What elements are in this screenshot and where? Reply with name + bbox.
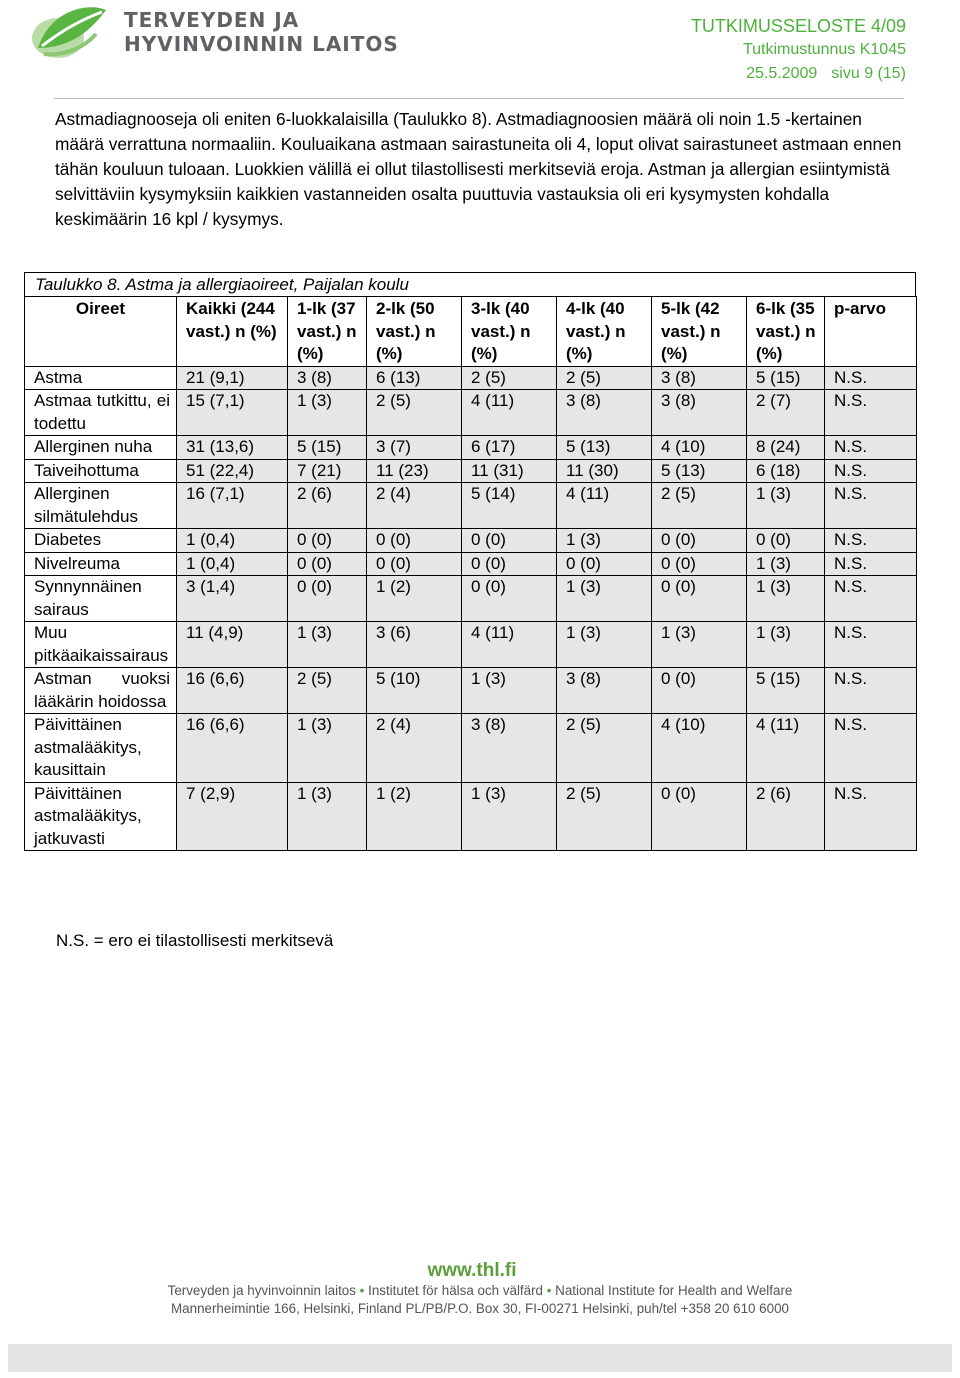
value-cell: 1 (3)	[652, 622, 747, 668]
project-id: Tutkimustunnus K1045	[742, 41, 906, 58]
value-cell: 51 (22,4)	[177, 459, 288, 483]
value-cell: 15 (7,1)	[177, 390, 288, 436]
symptom-cell: Päivittäinen astmalääkitys, kausittain	[25, 714, 177, 783]
report-title: TUTKIMUSSELOSTE 4/09	[690, 16, 906, 36]
value-cell: 2 (6)	[747, 782, 825, 851]
value-cell: 1 (3)	[557, 529, 652, 553]
value-cell: 0 (0)	[462, 552, 557, 576]
value-cell: 0 (0)	[557, 552, 652, 576]
column-header: Oireet	[25, 297, 177, 367]
value-cell: 0 (0)	[367, 529, 462, 553]
value-cell: 31 (13,6)	[177, 436, 288, 460]
value-cell: 2 (5)	[557, 782, 652, 851]
value-cell: 1 (3)	[288, 622, 367, 668]
symptom-cell: Taiveihottuma	[25, 459, 177, 483]
value-cell: N.S.	[825, 622, 917, 668]
value-cell: 2 (5)	[557, 366, 652, 390]
value-cell: 3 (8)	[557, 390, 652, 436]
column-header: 5-lk (42 vast.) n (%)	[652, 297, 747, 367]
value-cell: 5 (15)	[288, 436, 367, 460]
value-cell: 11 (4,9)	[177, 622, 288, 668]
table-row	[25, 714, 917, 783]
column-header: Kaikki (244 vast.) n (%)	[177, 297, 288, 367]
footer-address: Mannerheimintie 166, Helsinki, Finland PL/PB/P.O. Box 30, FI-00271 Helsinki, puh/tel +358 20 610 6000	[171, 1301, 789, 1316]
table-row	[25, 436, 917, 460]
footnote: N.S. = ero ei tilastollisesti merkitsevä	[56, 931, 334, 950]
value-cell: 6 (17)	[462, 436, 557, 460]
value-cell: 2 (5)	[652, 483, 747, 529]
value-cell: 1 (3)	[288, 782, 367, 851]
table-caption: Taulukko 8. Astma ja allergiaoireet, Paijalan koulu	[24, 272, 916, 296]
value-cell: 11 (30)	[557, 459, 652, 483]
value-cell: 5 (10)	[367, 668, 462, 714]
value-cell: N.S.	[825, 714, 917, 783]
page-header	[0, 0, 960, 100]
page-number: sivu 9 (15)	[831, 65, 906, 82]
org-name-line1: TERVEYDEN JA	[124, 8, 300, 32]
value-cell: 3 (8)	[557, 668, 652, 714]
value-cell: 1 (3)	[747, 576, 825, 622]
symptom-cell: Astman vuoksi lääkärin hoidossa	[25, 668, 177, 714]
table-row	[25, 459, 917, 483]
value-cell: 1 (2)	[367, 576, 462, 622]
value-cell: 4 (11)	[747, 714, 825, 783]
column-header: p-arvo	[825, 297, 917, 367]
value-cell: N.S.	[825, 782, 917, 851]
value-cell: 0 (0)	[288, 529, 367, 553]
value-cell: 2 (5)	[288, 668, 367, 714]
value-cell: 3 (8)	[652, 390, 747, 436]
value-cell: 2 (6)	[288, 483, 367, 529]
value-cell: 7 (21)	[288, 459, 367, 483]
value-cell: 0 (0)	[652, 552, 747, 576]
symptom-cell: Astma	[25, 366, 177, 390]
value-cell: 1 (0,4)	[177, 529, 288, 553]
table-row	[25, 390, 917, 436]
table-row	[25, 366, 917, 390]
table-row	[25, 552, 917, 576]
table-row	[25, 576, 917, 622]
value-cell: 3 (7)	[367, 436, 462, 460]
column-header: 3-lk (40 vast.) n (%)	[462, 297, 557, 367]
value-cell: 5 (13)	[557, 436, 652, 460]
value-cell: 3 (8)	[288, 366, 367, 390]
value-cell: 1 (3)	[288, 390, 367, 436]
thl-leaf-logo-icon	[30, 4, 112, 62]
institute-name: Institutet för hälsa och välfärd	[368, 1283, 544, 1298]
symptom-cell: Allerginen silmätulehdus	[25, 483, 177, 529]
value-cell: 4 (10)	[652, 436, 747, 460]
report-info	[691, 14, 906, 86]
value-cell: 0 (0)	[367, 552, 462, 576]
value-cell: 0 (0)	[652, 668, 747, 714]
symptom-table	[24, 272, 916, 851]
table-header-row	[25, 297, 917, 367]
report-date: 25.5.2009	[746, 65, 818, 82]
table-row	[25, 668, 917, 714]
footer-names	[0, 1282, 960, 1300]
value-cell: N.S.	[825, 552, 917, 576]
value-cell: 3 (8)	[652, 366, 747, 390]
value-cell: 0 (0)	[288, 576, 367, 622]
symptom-cell: Synnynnäinen sairaus	[25, 576, 177, 622]
org-name-line2: HYVINVOINNIN LAITOS	[124, 32, 399, 56]
column-header: 4-lk (40 vast.) n (%)	[557, 297, 652, 367]
value-cell: N.S.	[825, 576, 917, 622]
value-cell: 11 (23)	[367, 459, 462, 483]
value-cell: 1 (0,4)	[177, 552, 288, 576]
value-cell: 5 (13)	[652, 459, 747, 483]
value-cell: 1 (3)	[747, 483, 825, 529]
value-cell: 4 (11)	[462, 622, 557, 668]
value-cell: 1 (3)	[747, 622, 825, 668]
value-cell: 16 (6,6)	[177, 668, 288, 714]
column-header: 1-lk (37 vast.) n (%)	[288, 297, 367, 367]
symptom-cell: Nivelreuma	[25, 552, 177, 576]
value-cell: 4 (11)	[462, 390, 557, 436]
value-cell: N.S.	[825, 483, 917, 529]
value-cell: 2 (7)	[747, 390, 825, 436]
value-cell: 5 (15)	[747, 668, 825, 714]
page-footer	[0, 1260, 960, 1318]
value-cell: 4 (11)	[557, 483, 652, 529]
value-cell: 1 (3)	[462, 782, 557, 851]
institute-name: Terveyden ja hyvinvoinnin laitos	[167, 1283, 356, 1298]
value-cell: 1 (3)	[462, 668, 557, 714]
value-cell: N.S.	[825, 366, 917, 390]
value-cell: 2 (5)	[367, 390, 462, 436]
value-cell: N.S.	[825, 436, 917, 460]
symptom-cell: Diabetes	[25, 529, 177, 553]
table-row	[25, 529, 917, 553]
value-cell: N.S.	[825, 668, 917, 714]
value-cell: 21 (9,1)	[177, 366, 288, 390]
value-cell: 6 (13)	[367, 366, 462, 390]
value-cell: 3 (8)	[462, 714, 557, 783]
institute-name: National Institute for Health and Welfare	[555, 1283, 793, 1298]
intro-paragraph: Astmadiagnooseja oli eniten 6-luokkalaisilla (Taulukko 8). Astmadiagnoosien määrä oli noin 1.5 -kertainen määrä verrattuna normaaliin. Kouluaikana astmaan sairastuneita oli 4, loput olivat sairastuneet astmaan ennen tähän kouluun tuloaan. Luokkien välillä ei ollut tilastollisesti merkitseviä eroja. Astman ja allergian esiintymistä selvittäviin kysymyksiin kaikkien vastanneiden osalta puuttuvia vastauksia oli eri kysymysten kohdalla keskimäärin 16 kpl / kysymys.	[55, 109, 902, 229]
value-cell: 7 (2,9)	[177, 782, 288, 851]
value-cell: 0 (0)	[652, 782, 747, 851]
table-row	[25, 782, 917, 851]
value-cell: 5 (15)	[747, 366, 825, 390]
value-cell: 4 (10)	[652, 714, 747, 783]
value-cell: 0 (0)	[652, 576, 747, 622]
column-header: 6-lk (35 vast.) n (%)	[747, 297, 825, 367]
value-cell: 16 (6,6)	[177, 714, 288, 783]
separator-dot: •	[543, 1283, 556, 1298]
value-cell: 11 (31)	[462, 459, 557, 483]
value-cell: 2 (5)	[557, 714, 652, 783]
value-cell: 3 (6)	[367, 622, 462, 668]
value-cell: N.S.	[825, 529, 917, 553]
symptom-cell: Päivittäinen astmalääkitys, jatkuvasti	[25, 782, 177, 851]
value-cell: N.S.	[825, 459, 917, 483]
bottom-bar	[8, 1344, 952, 1372]
value-cell: 0 (0)	[462, 529, 557, 553]
value-cell: 2 (4)	[367, 714, 462, 783]
value-cell: 1 (3)	[557, 622, 652, 668]
symptom-cell: Astmaa tutkittu, ei todettu	[25, 390, 177, 436]
value-cell: 1 (3)	[288, 714, 367, 783]
header-divider	[54, 98, 904, 99]
value-cell: 6 (18)	[747, 459, 825, 483]
value-cell: 1 (3)	[747, 552, 825, 576]
separator-dot: •	[355, 1283, 369, 1298]
table-row	[25, 622, 917, 668]
table-row	[25, 483, 917, 529]
value-cell: 0 (0)	[747, 529, 825, 553]
value-cell: 16 (7,1)	[177, 483, 288, 529]
value-cell: 3 (1,4)	[177, 576, 288, 622]
value-cell: 8 (24)	[747, 436, 825, 460]
value-cell: 0 (0)	[462, 576, 557, 622]
symptom-cell: Muu pitkäaikaissairaus	[25, 622, 177, 668]
value-cell: 2 (5)	[462, 366, 557, 390]
value-cell: 1 (3)	[557, 576, 652, 622]
value-cell: 0 (0)	[288, 552, 367, 576]
value-cell: 1 (2)	[367, 782, 462, 851]
value-cell: 0 (0)	[652, 529, 747, 553]
symptom-cell: Allerginen nuha	[25, 436, 177, 460]
value-cell: 2 (4)	[367, 483, 462, 529]
column-header: 2-lk (50 vast.) n (%)	[367, 297, 462, 367]
value-cell: N.S.	[825, 390, 917, 436]
website-link[interactable]: www.thl.fi	[427, 1260, 517, 1281]
value-cell: 5 (14)	[462, 483, 557, 529]
